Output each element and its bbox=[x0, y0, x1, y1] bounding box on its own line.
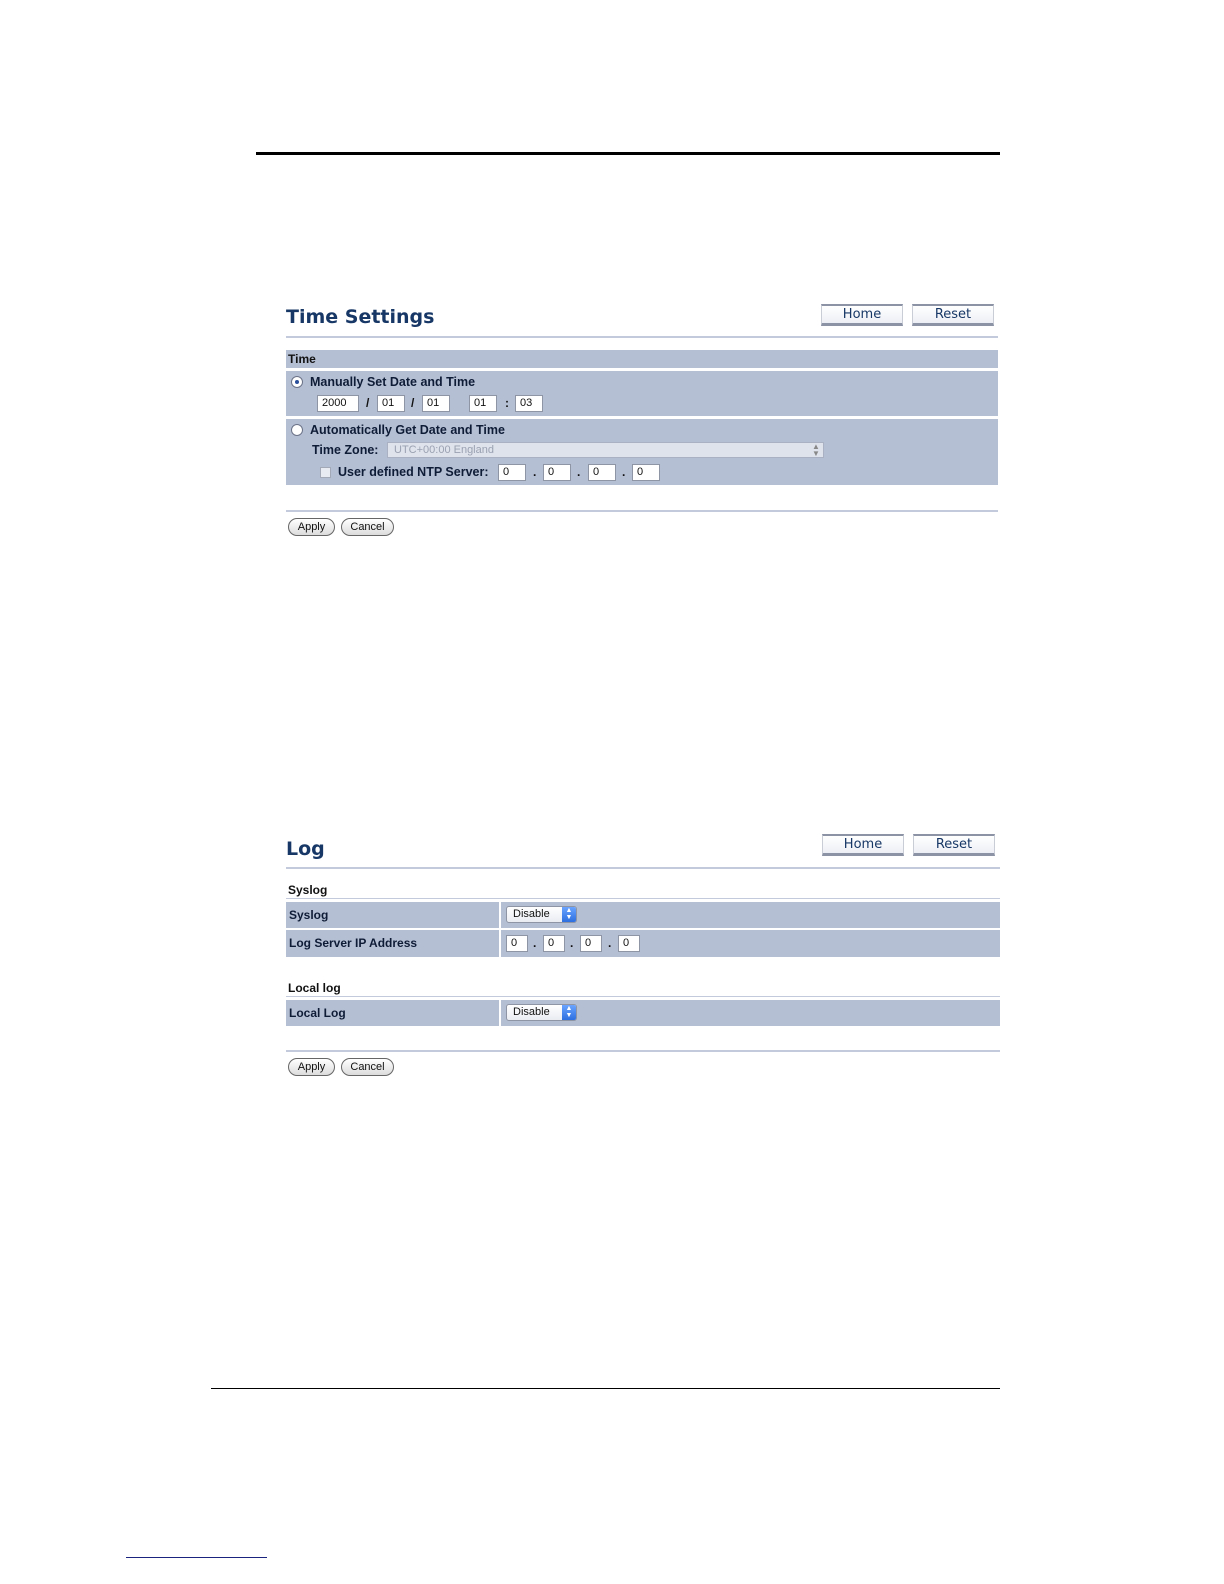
log-server-ip-label: Log Server IP Address bbox=[286, 930, 499, 957]
time-home-button[interactable]: Home bbox=[821, 304, 903, 326]
month-field[interactable]: 01 bbox=[377, 395, 405, 412]
log-server-ip-cell bbox=[501, 930, 1000, 957]
log-cancel-button[interactable]: Cancel bbox=[341, 1058, 394, 1076]
manual-time-panel bbox=[286, 371, 998, 416]
time-reset-button[interactable]: Reset bbox=[912, 304, 994, 326]
log-home-button[interactable]: Home bbox=[822, 834, 904, 856]
select-arrows-icon: ▲ ▼ bbox=[562, 907, 576, 922]
year-field[interactable]: 2000 bbox=[317, 395, 359, 412]
auto-time-panel bbox=[286, 419, 998, 485]
manual-time-label: Manually Set Date and Time bbox=[310, 375, 476, 389]
syslog-section-heading: Syslog bbox=[288, 883, 328, 897]
ntp-octet-4[interactable]: 0 bbox=[632, 464, 660, 481]
time-section-label: Time bbox=[288, 352, 316, 366]
log-apply-button[interactable]: Apply bbox=[288, 1058, 335, 1076]
hour-field[interactable]: 01 bbox=[469, 395, 497, 412]
time-zone-label: Time Zone: bbox=[312, 443, 379, 457]
time-separator: : bbox=[505, 396, 509, 410]
syslog-section-rule bbox=[286, 898, 1000, 899]
ip-separator: . bbox=[533, 465, 537, 479]
time-title-rule bbox=[286, 336, 998, 338]
log-ip-octet-2[interactable]: 0 bbox=[543, 935, 565, 952]
log-reset-button[interactable]: Reset bbox=[913, 834, 995, 856]
log-title-rule bbox=[286, 867, 1000, 869]
local-log-value-cell bbox=[501, 1000, 1000, 1026]
log-ip-octet-3[interactable]: 0 bbox=[580, 935, 602, 952]
log-title: Log bbox=[286, 838, 325, 860]
ip-separator: . bbox=[533, 936, 537, 950]
ntp-octet-3[interactable]: 0 bbox=[588, 464, 616, 481]
syslog-value-cell bbox=[501, 902, 1000, 928]
local-log-section-heading: Local log bbox=[288, 981, 341, 995]
time-cancel-button[interactable]: Cancel bbox=[341, 518, 394, 536]
manual-time-radio[interactable] bbox=[291, 376, 303, 388]
ip-separator: . bbox=[577, 465, 581, 479]
auto-time-label: Automatically Get Date and Time bbox=[310, 423, 505, 437]
log-ip-octet-1[interactable]: 0 bbox=[506, 935, 528, 952]
ntp-server-checkbox[interactable] bbox=[320, 467, 331, 478]
time-zone-select[interactable] bbox=[387, 442, 824, 458]
date-separator: / bbox=[411, 396, 415, 410]
time-settings-title: Time Settings bbox=[286, 306, 435, 328]
ntp-octet-1[interactable]: 0 bbox=[498, 464, 526, 481]
auto-time-radio[interactable] bbox=[291, 424, 303, 436]
date-separator: / bbox=[366, 396, 370, 410]
local-log-section-rule bbox=[286, 996, 1000, 997]
day-field[interactable]: 01 bbox=[422, 395, 450, 412]
local-log-select[interactable] bbox=[506, 1004, 577, 1021]
radio-selected-dot bbox=[295, 380, 299, 384]
ip-separator: . bbox=[622, 465, 626, 479]
local-log-select-value: Disable bbox=[513, 1006, 550, 1018]
ip-separator: . bbox=[608, 936, 612, 950]
time-section-header bbox=[286, 350, 998, 368]
time-footer-rule bbox=[286, 510, 998, 512]
select-arrows-icon: ▲ ▼ bbox=[812, 442, 820, 458]
page-header-rule bbox=[256, 152, 1000, 155]
log-footer-rule bbox=[286, 1050, 1000, 1052]
select-arrows-icon: ▲ ▼ bbox=[562, 1005, 576, 1020]
syslog-label: Syslog bbox=[286, 902, 499, 928]
local-log-label: Local Log bbox=[286, 1000, 499, 1026]
log-ip-octet-4[interactable]: 0 bbox=[618, 935, 640, 952]
ntp-server-label: User defined NTP Server: bbox=[338, 465, 489, 479]
minute-field[interactable]: 03 bbox=[515, 395, 543, 412]
syslog-select[interactable] bbox=[506, 906, 577, 923]
page-footer-rule bbox=[211, 1388, 1000, 1389]
ntp-octet-2[interactable]: 0 bbox=[543, 464, 571, 481]
footnote-rule bbox=[126, 1557, 267, 1558]
ip-separator: . bbox=[570, 936, 574, 950]
syslog-select-value: Disable bbox=[513, 908, 550, 920]
time-zone-value: UTC+00:00 England bbox=[394, 444, 494, 456]
time-apply-button[interactable]: Apply bbox=[288, 518, 335, 536]
